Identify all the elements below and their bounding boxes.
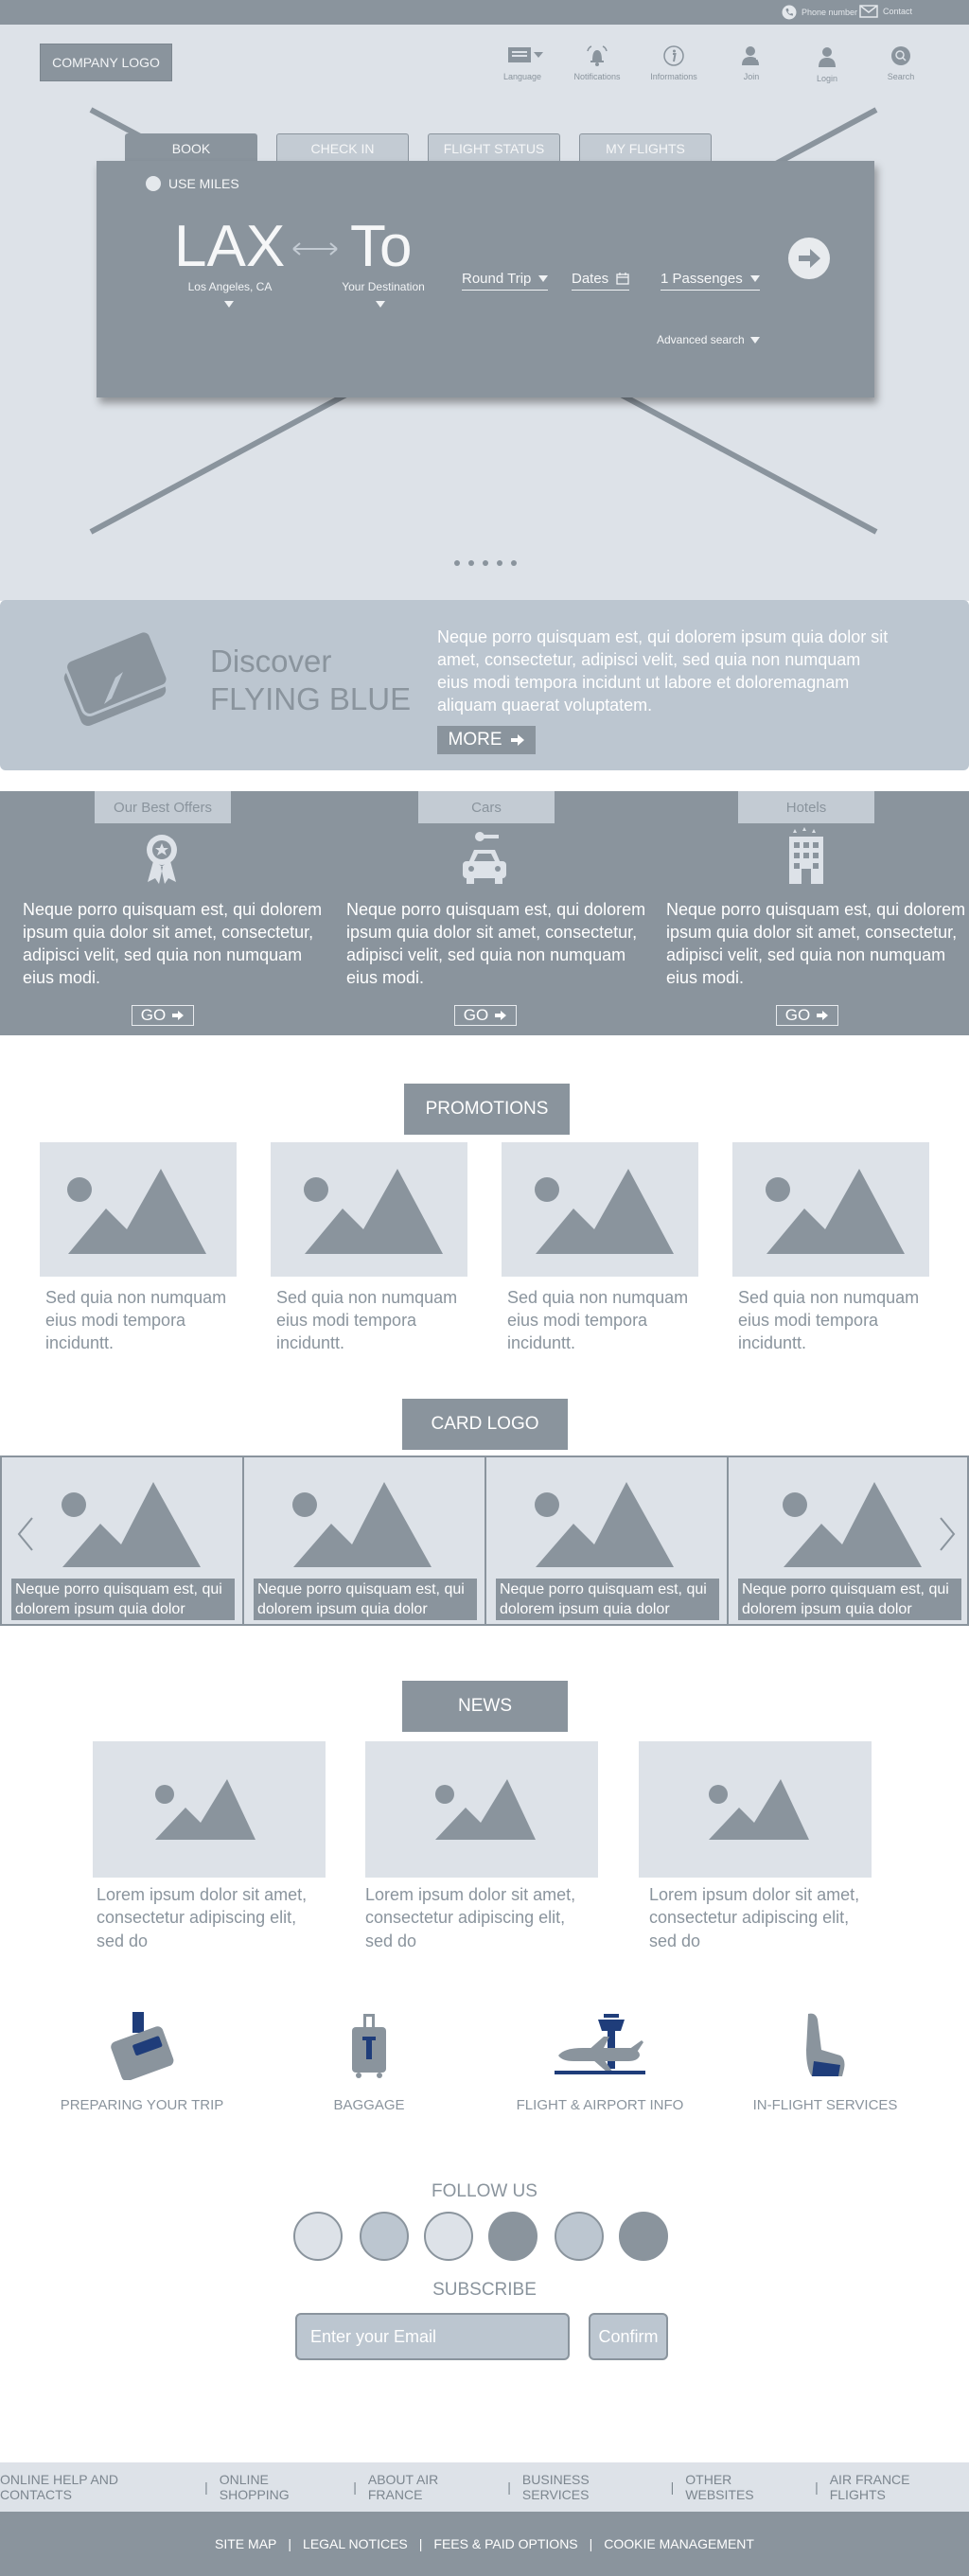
tab-best-offers[interactable]: Our Best Offers (95, 791, 231, 823)
image-placeholder-icon (639, 1741, 872, 1878)
footer-link[interactable]: FEES & PAID OPTIONS (433, 2536, 578, 2551)
footer-separator: | (589, 2536, 593, 2551)
search-submit-button[interactable] (787, 237, 831, 280)
destination-city: Your Destination (342, 280, 425, 293)
image-placeholder-icon (502, 1142, 698, 1277)
award-icon (142, 829, 182, 886)
phone-icon (782, 5, 797, 20)
footer-separator: | (353, 2479, 357, 2495)
arrow-right-icon (171, 1010, 185, 1021)
nav-search-label: Search (887, 72, 915, 81)
news-caption: Lorem ipsum dolor sit amet, consectetur adipiscing elit, sed do (649, 1885, 860, 1950)
nav-notifications[interactable] (569, 45, 625, 81)
discover-banner (0, 600, 969, 770)
top-bar (0, 0, 969, 25)
card-slide[interactable] (729, 1457, 967, 1624)
nav-join[interactable] (723, 45, 780, 81)
promotions-title: PROMOTIONS (404, 1084, 570, 1135)
trip-type-select[interactable] (462, 271, 548, 291)
social-link[interactable] (619, 2212, 668, 2261)
social-link[interactable] (424, 2212, 473, 2261)
promo-image[interactable] (732, 1142, 929, 1277)
social-link[interactable] (488, 2212, 537, 2261)
cards-icon (57, 628, 170, 732)
go-button-best-offers[interactable] (132, 1005, 194, 1026)
discover-title-line2: FLYING BLUE (210, 680, 412, 716)
booking-panel (97, 161, 874, 397)
promo-image[interactable] (502, 1142, 698, 1277)
confirm-button[interactable]: Confirm (589, 2313, 668, 2360)
card-carousel (0, 1456, 969, 1626)
footer-link[interactable]: ABOUT AIR FRANCE (367, 2472, 439, 2502)
promo-image[interactable] (40, 1142, 237, 1277)
promo-image[interactable] (271, 1142, 467, 1277)
carousel-dot[interactable] (454, 560, 460, 566)
dates-field[interactable] (572, 271, 629, 291)
image-placeholder-icon (365, 1741, 598, 1878)
mail-icon (859, 5, 878, 18)
discover-text: Neque porro quisquam est, qui dolorem ipsum quia dolor sit amet, consectetur, adipisci velit, sed quia non numquam eius modi tempora incidunt ut labore et doloremagnam aliquam quaerat voluptatem. (437, 627, 889, 715)
promo-caption: Sed quia non numquam eius modi tempora inciduntt. (507, 1288, 689, 1352)
go-label: GO (140, 1006, 167, 1024)
swap-arrows-icon[interactable] (291, 238, 339, 259)
nav-notifications-label: Notifications (573, 72, 621, 81)
nav-join-label: Join (743, 72, 760, 81)
go-button-hotels[interactable] (776, 1005, 838, 1026)
join-icon (740, 45, 763, 66)
origin-dropdown-icon[interactable] (224, 301, 234, 308)
company-logo[interactable]: COMPANY LOGO (40, 44, 172, 81)
discover-title (210, 643, 411, 717)
image-placeholder-icon (271, 1142, 467, 1277)
footer-links-primary (0, 2462, 969, 2512)
footer-link[interactable]: ONLINE SHOPPING (219, 2472, 290, 2502)
discover-title-line1: Discover (210, 644, 332, 679)
promo-caption: Sed quia non numquam eius modi tempora inciduntt. (276, 1288, 458, 1352)
footer-separator: | (204, 2479, 208, 2495)
trip-type-value: Round Trip (462, 271, 532, 287)
card-slide[interactable] (2, 1457, 244, 1624)
tab-hotels[interactable]: Hotels (738, 791, 874, 823)
news-caption: Lorem ipsum dolor sit amet, consectetur adipiscing elit, sed do (365, 1885, 576, 1950)
footer-link[interactable]: ONLINE HELP AND CONTACTS (0, 2472, 119, 2502)
image-placeholder-icon (244, 1457, 484, 1580)
carousel-dot[interactable] (483, 560, 488, 566)
origin-code[interactable]: LAX (174, 214, 286, 279)
card-caption: Neque porro quisquam est, qui dolorem ipsum quia dolor (254, 1579, 477, 1620)
image-placeholder-icon (2, 1457, 242, 1580)
footer-separator: | (288, 2536, 292, 2551)
tab-cars[interactable]: Cars (418, 791, 555, 823)
image-placeholder-icon (486, 1457, 727, 1580)
service-label: BAGGAGE (333, 2097, 405, 2113)
carousel-dot[interactable] (497, 560, 502, 566)
email-input[interactable]: Enter your Email (295, 2313, 570, 2360)
footer-link[interactable]: BUSINESS SERVICES (521, 2472, 590, 2502)
calendar-icon (616, 273, 629, 285)
image-placeholder-icon (93, 1741, 326, 1878)
image-placeholder-icon (729, 1457, 967, 1580)
search-icon (890, 45, 912, 66)
arrow-right-icon (494, 1010, 507, 1021)
image-placeholder-icon (40, 1142, 237, 1277)
go-label: GO (784, 1006, 811, 1024)
chevron-down-icon (538, 275, 548, 282)
nav-login[interactable] (799, 45, 855, 83)
bell-icon (585, 45, 609, 66)
news-image[interactable] (365, 1741, 598, 1878)
footer-link[interactable]: SITE MAP (215, 2536, 277, 2551)
advanced-search-label: Advanced search (657, 333, 745, 346)
nav-informations-label: Informations (650, 72, 697, 81)
offers-section (0, 791, 969, 1035)
phone-link[interactable] (782, 5, 857, 20)
card-caption: Neque porro quisquam est, qui dolorem ipsum quia dolor (496, 1579, 719, 1620)
more-label: MORE (448, 730, 502, 750)
subscribe-title: SUBSCRIBE (432, 2280, 537, 2300)
chevron-down-icon (750, 275, 760, 282)
chevron-left-icon[interactable] (15, 1516, 36, 1552)
footer-link[interactable]: OTHER WEBSITES (685, 2472, 754, 2502)
news-title: NEWS (402, 1681, 568, 1732)
footer-link[interactable]: LEGAL NOTICES (303, 2536, 408, 2551)
card-slide[interactable] (244, 1457, 486, 1624)
arrow-right-icon (816, 1010, 829, 1021)
use-miles-radio[interactable] (146, 176, 161, 191)
luggage-tag-icon (108, 2012, 178, 2080)
tab-flight-status[interactable]: FLIGHT STATUS (428, 133, 560, 162)
seat-icon (802, 2012, 848, 2080)
carousel-dot[interactable] (511, 560, 517, 566)
tab-my-flights[interactable]: MY FLIGHTS (579, 133, 712, 162)
info-icon (662, 45, 685, 66)
nav-search[interactable] (872, 45, 929, 81)
offer-text-cars: Neque porro quisquam est, qui dolorem ipsum quia dolor sit amet, consectetur, adipisci velit, sed quia non numquam eius modi. (346, 900, 646, 987)
service-label: PREPARING YOUR TRIP (60, 2097, 224, 2113)
dates-value: Dates (572, 271, 609, 287)
chevron-right-icon[interactable] (937, 1516, 958, 1552)
go-button-cars[interactable] (454, 1005, 517, 1026)
user-icon (816, 45, 838, 68)
footer-link[interactable]: COOKIE MANAGEMENT (604, 2536, 754, 2551)
footer-separator: | (418, 2536, 423, 2551)
social-link[interactable] (555, 2212, 604, 2261)
service-label: IN-FLIGHT SERVICES (752, 2097, 898, 2113)
news-caption: Lorem ipsum dolor sit amet, consectetur adipiscing elit, sed do (97, 1885, 308, 1950)
service-label: FLIGHT & AIRPORT INFO (516, 2097, 684, 2113)
nav-login-label: Login (816, 74, 838, 83)
nav-informations[interactable] (645, 45, 702, 81)
promo-caption: Sed quia non numquam eius modi tempora inciduntt. (738, 1288, 920, 1352)
advanced-search-link[interactable] (657, 333, 760, 346)
footer-separator: | (815, 2479, 819, 2495)
suitcase-icon (350, 2014, 388, 2080)
footer-links-secondary (0, 2512, 969, 2576)
use-miles-label: USE MILES (168, 176, 239, 191)
more-button[interactable] (437, 726, 536, 754)
offer-text-best-offers: Neque porro quisquam est, qui dolorem ipsum quia dolor sit amet, consectetur, adipisci velit, sed quia non numquam eius modi. (23, 900, 323, 987)
carousel-dots (454, 560, 517, 566)
flag-icon (501, 45, 544, 66)
car-icon (461, 829, 508, 888)
news-image[interactable] (93, 1741, 326, 1878)
passengers-select[interactable] (661, 271, 760, 291)
nav-language[interactable] (494, 45, 551, 81)
promo-caption: Sed quia non numquam eius modi tempora inciduntt. (45, 1288, 227, 1352)
card-caption: Neque porro quisquam est, qui dolorem ipsum quia dolor (738, 1579, 961, 1620)
card-slide[interactable] (486, 1457, 729, 1624)
contact-link[interactable] (859, 5, 912, 18)
news-image[interactable] (639, 1741, 872, 1878)
destination-code[interactable]: To (350, 214, 413, 279)
footer-link[interactable]: AIR FRANCE FLIGHTS (829, 2472, 910, 2502)
tab-book[interactable]: BOOK (125, 133, 257, 162)
footer-separator: | (670, 2479, 675, 2495)
arrow-right-icon (510, 733, 525, 747)
destination-dropdown-icon[interactable] (376, 301, 385, 308)
follow-us-title: FOLLOW US (432, 2181, 537, 2201)
social-link[interactable] (360, 2212, 409, 2261)
nav-language-label: Language (502, 72, 542, 81)
chevron-down-icon (750, 337, 760, 344)
tab-check-in[interactable]: CHECK IN (276, 133, 409, 162)
footer-separator: | (507, 2479, 511, 2495)
airport-icon (555, 2014, 645, 2080)
passengers-value: 1 Passenges (661, 271, 743, 287)
hotel-icon (785, 825, 827, 886)
card-caption: Neque porro quisquam est, qui dolorem ipsum quia dolor (11, 1579, 235, 1620)
contact-label: Contact (883, 7, 913, 16)
social-link[interactable] (293, 2212, 343, 2261)
go-label: GO (463, 1006, 489, 1024)
phone-label: Phone number (802, 8, 858, 17)
image-placeholder-icon (732, 1142, 929, 1277)
carousel-dot[interactable] (468, 560, 474, 566)
card-logo-title: CARD LOGO (402, 1399, 568, 1450)
offer-text-hotels: Neque porro quisquam est, qui dolorem ipsum quia dolor sit amet, consectetur, adipisci velit, sed quia non numquam eius modi. (666, 900, 966, 987)
origin-city: Los Angeles, CA (187, 280, 273, 293)
